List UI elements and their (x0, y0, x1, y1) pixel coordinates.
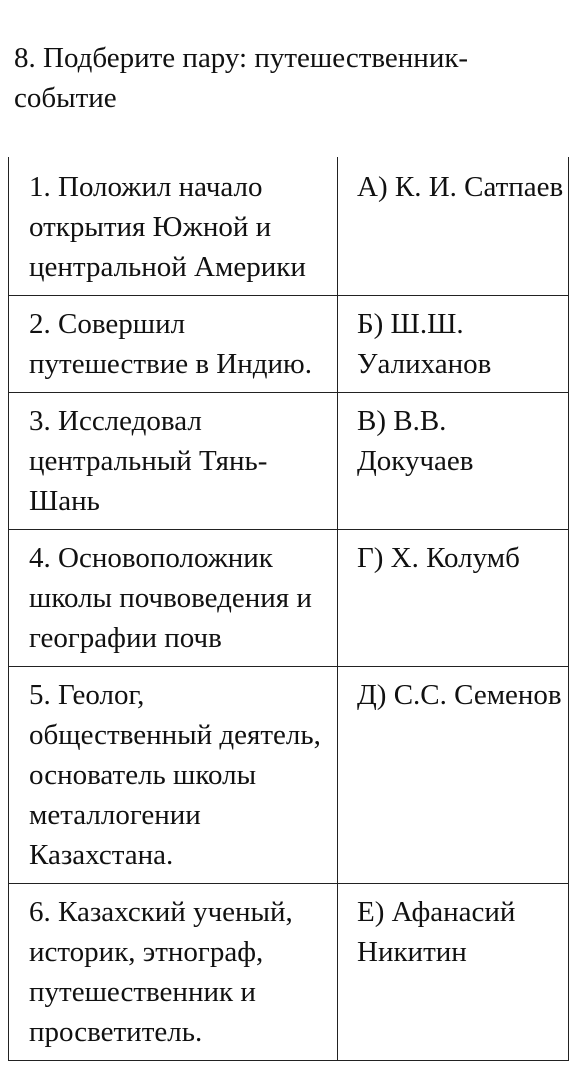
event-cell: 1. Положил начало открытия Южной и центральной Америки (9, 157, 338, 296)
event-cell: 5. Геолог, общественный деятель, основатель школы металлогении Казахстана. (9, 667, 338, 884)
table-row (9, 157, 569, 296)
table-row (9, 530, 569, 667)
table-row (9, 393, 569, 530)
event-cell: 3. Исследовал центральный Тянь-Шань (9, 393, 338, 530)
matching-table (8, 157, 569, 1061)
table-row (9, 884, 569, 1061)
traveler-cell: А) К. И. Сатпаев (338, 157, 569, 296)
table-row (9, 667, 569, 884)
traveler-cell: Г) Х. Колумб (338, 530, 569, 667)
traveler-cell: Д) С.С. Семенов (338, 667, 569, 884)
question-title: 8. Подберите пару: путешественник-событие (14, 42, 469, 114)
traveler-cell: В) В.В. Докучаев (338, 393, 569, 530)
traveler-cell: Б) Ш.Ш. Уалиханов (338, 296, 569, 393)
event-cell: 2. Совершил путешествие в Индию. (9, 296, 338, 393)
event-cell: 4. Основоположник школы почвоведения и географии почв (9, 530, 338, 667)
event-cell: 6. Казахский ученый, историк, этнограф, путешественник и просветитель. (9, 884, 338, 1061)
traveler-cell: Е) Афанасий Никитин (338, 884, 569, 1061)
table-row (9, 296, 569, 393)
